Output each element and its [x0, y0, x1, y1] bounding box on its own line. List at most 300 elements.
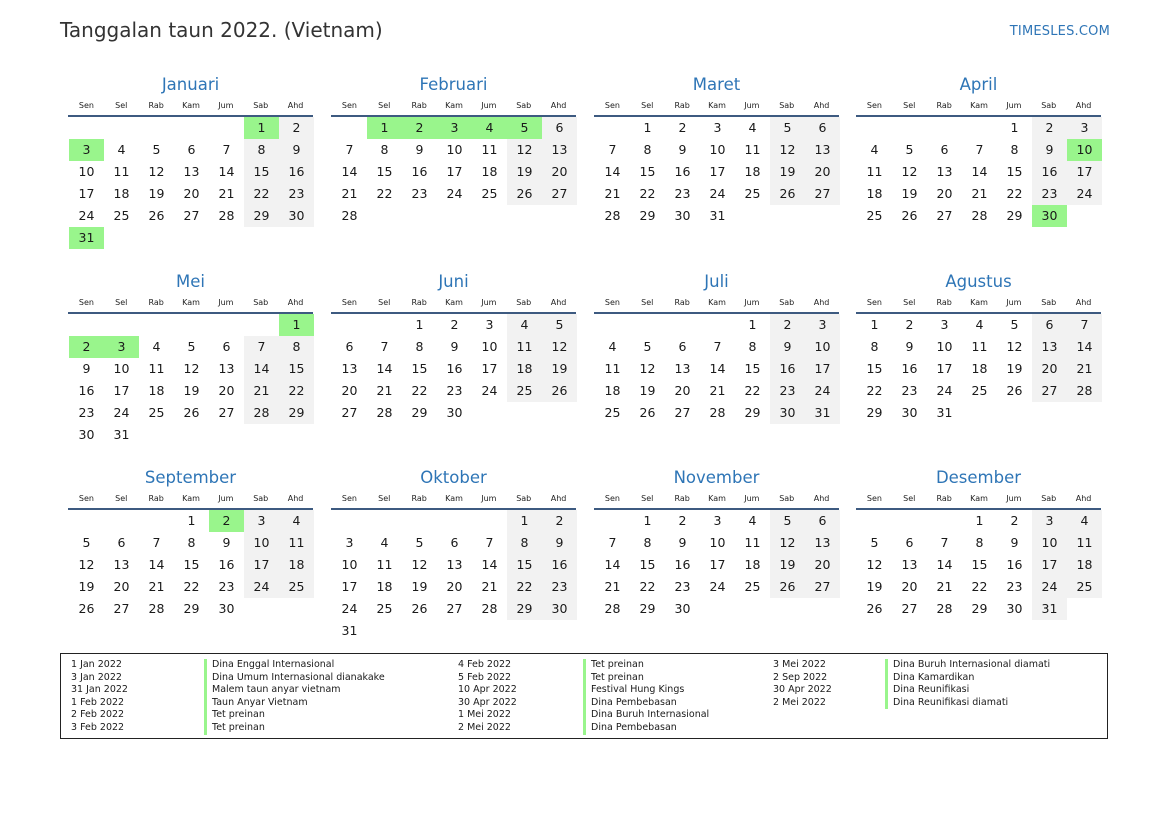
day-cell: 1 — [643, 513, 652, 528]
weekday-label: Ahd — [287, 101, 304, 110]
day-cell: 2 — [678, 513, 687, 528]
day-cell: 28 — [148, 601, 165, 616]
weekday-header — [68, 97, 313, 117]
weekday-label: Rab — [411, 101, 427, 110]
day-cell: 23 — [901, 383, 918, 398]
day-cell: 11 — [113, 164, 130, 179]
weekday-label: Sel — [115, 101, 128, 110]
day-cell: 27 — [805, 183, 840, 205]
day-cell: 18 — [376, 579, 393, 594]
day-cell: 19 — [901, 186, 918, 201]
weekday-label: Sab — [1041, 101, 1057, 110]
day-cell: 14 — [971, 164, 988, 179]
day-cell: 28 — [709, 405, 726, 420]
day-cell: 30 — [279, 205, 314, 227]
day-cell: 15 — [744, 361, 761, 376]
empty-cell — [665, 314, 700, 336]
day-cell: 3 — [713, 120, 722, 135]
day-cell: 16 — [770, 358, 805, 380]
weekday-label: Sel — [641, 494, 654, 503]
holiday-date: 1 Feb 2022 — [71, 696, 125, 708]
weekday-label: Jum — [481, 101, 497, 110]
day-cell: 22 — [279, 380, 314, 402]
day-cell: 12 — [411, 557, 428, 572]
day-cell: 25 — [744, 186, 761, 201]
day-cell: 25 — [604, 405, 621, 420]
day-cell: 4 — [748, 513, 757, 528]
day-cell: 15 — [507, 554, 542, 576]
day-cell: 16 — [411, 164, 428, 179]
day-cell: 5 — [542, 314, 577, 336]
day-grid — [68, 314, 313, 446]
day-cell: 29 — [1006, 208, 1023, 223]
month-1 — [68, 73, 313, 249]
day-cell: 13 — [341, 361, 358, 376]
day-cell: 14 — [936, 557, 953, 572]
holiday-day-cell: 31 — [69, 227, 104, 249]
month-3 — [594, 73, 839, 227]
weekday-label: Sab — [779, 298, 795, 307]
weekday-label: Kam — [445, 101, 463, 110]
weekday-label: Ahd — [813, 494, 830, 503]
day-cell: 28 — [936, 601, 953, 616]
day-cell: 13 — [805, 139, 840, 161]
weekday-label: Sel — [641, 101, 654, 110]
weekday-label: Rab — [936, 494, 952, 503]
holiday-date: 1 Jan 2022 — [71, 659, 122, 670]
day-cell: 26 — [411, 601, 428, 616]
holiday-day-cell: 3 — [69, 139, 104, 161]
month-12 — [856, 466, 1101, 620]
day-cell: 16 — [218, 557, 235, 572]
day-cell: 10 — [113, 361, 130, 376]
day-cell: 19 — [639, 383, 656, 398]
day-cell: 20 — [446, 579, 463, 594]
empty-cell — [437, 510, 472, 532]
day-cell: 3 — [713, 513, 722, 528]
holiday-day-cell: 3 — [104, 336, 139, 358]
empty-cell — [595, 314, 630, 336]
day-cell: 5 — [152, 142, 161, 157]
weekday-label: Sel — [115, 494, 128, 503]
day-cell: 11 — [1067, 532, 1102, 554]
day-cell: 25 — [279, 576, 314, 598]
page-title: Tanggalan taun 2022. (Vietnam) — [60, 18, 383, 42]
holiday-name: Tet preinan — [583, 659, 644, 672]
weekday-label: Rab — [936, 298, 952, 307]
day-cell: 16 — [542, 554, 577, 576]
day-cell: 23 — [1032, 183, 1067, 205]
day-cell: 7 — [608, 142, 617, 157]
day-cell: 5 — [870, 535, 879, 550]
holiday-day-cell: 1 — [279, 314, 314, 336]
day-cell: 23 — [674, 186, 691, 201]
day-cell: 5 — [415, 535, 424, 550]
site-brand-link[interactable]: TIMESLES.COM — [1009, 24, 1110, 39]
day-cell: 9 — [905, 339, 914, 354]
day-cell: 15 — [411, 361, 428, 376]
day-cell: 13 — [1032, 336, 1067, 358]
holiday-date: 4 Feb 2022 — [458, 659, 512, 670]
day-cell: 9 — [678, 535, 687, 550]
empty-cell — [892, 117, 927, 139]
day-cell: 17 — [341, 579, 358, 594]
day-grid — [856, 117, 1101, 227]
day-cell: 15 — [183, 557, 200, 572]
day-cell: 22 — [1006, 186, 1023, 201]
weekday-label: Ahd — [550, 494, 567, 503]
weekday-label: Kam — [970, 101, 988, 110]
month-title: Maret — [692, 75, 741, 94]
day-cell: 6 — [940, 142, 949, 157]
day-cell: 20 — [113, 579, 130, 594]
day-cell: 17 — [709, 164, 726, 179]
day-cell: 25 — [376, 601, 393, 616]
day-cell: 4 — [152, 339, 161, 354]
day-cell: 24 — [936, 383, 953, 398]
weekday-label: Rab — [411, 494, 427, 503]
month-8 — [856, 270, 1101, 424]
day-cell: 5 — [905, 142, 914, 157]
weekday-label: Sab — [516, 101, 532, 110]
day-cell: 12 — [866, 557, 883, 572]
day-cell: 6 — [805, 510, 840, 532]
day-cell: 1 — [1010, 120, 1019, 135]
day-cell: 12 — [183, 361, 200, 376]
empty-cell — [104, 117, 139, 139]
day-cell: 8 — [975, 535, 984, 550]
weekday-label: Kam — [708, 298, 726, 307]
day-grid — [68, 117, 313, 249]
empty-cell — [69, 314, 104, 336]
day-cell: 24 — [709, 186, 726, 201]
weekday-label: Jum — [744, 298, 760, 307]
day-cell: 11 — [148, 361, 165, 376]
empty-cell — [367, 314, 402, 336]
empty-cell — [174, 314, 209, 336]
day-cell: 11 — [481, 142, 498, 157]
weekday-label: Rab — [674, 298, 690, 307]
weekday-label: Ahd — [1075, 101, 1092, 110]
weekday-label: Ahd — [1075, 494, 1092, 503]
weekday-label: Rab — [674, 101, 690, 110]
weekday-label: Sab — [516, 298, 532, 307]
day-cell: 9 — [678, 142, 687, 157]
day-cell: 27 — [901, 601, 918, 616]
day-cell: 31 — [805, 402, 840, 424]
empty-cell — [857, 510, 892, 532]
day-cell: 27 — [218, 405, 235, 420]
weekday-header — [856, 97, 1101, 117]
weekday-label: Sen — [78, 101, 94, 110]
empty-cell — [700, 314, 735, 336]
day-cell: 24 — [341, 601, 358, 616]
month-title: Juli — [704, 272, 729, 291]
day-cell: 15 — [279, 358, 314, 380]
day-cell: 21 — [244, 380, 279, 402]
day-cell: 3 — [485, 317, 494, 332]
day-cell: 29 — [639, 601, 656, 616]
weekday-label: Kam — [182, 494, 200, 503]
day-cell: 30 — [78, 427, 95, 442]
day-cell: 30 — [542, 598, 577, 620]
day-cell: 7 — [975, 142, 984, 157]
day-cell: 21 — [1067, 358, 1102, 380]
day-cell: 27 — [674, 405, 691, 420]
day-cell: 17 — [805, 358, 840, 380]
weekday-label: Sab — [516, 494, 532, 503]
weekday-label: Sab — [779, 494, 795, 503]
empty-cell — [139, 314, 174, 336]
weekday-label: Sel — [903, 101, 916, 110]
weekday-label: Sab — [1041, 298, 1057, 307]
day-cell: 1 — [643, 120, 652, 135]
day-cell: 17 — [113, 383, 130, 398]
weekday-label: Jum — [218, 298, 234, 307]
month-title: November — [673, 468, 760, 487]
day-cell: 8 — [748, 339, 757, 354]
day-cell: 5 — [770, 510, 805, 532]
day-cell: 29 — [507, 598, 542, 620]
holiday-date: 3 Feb 2022 — [71, 722, 125, 733]
day-cell: 21 — [481, 579, 498, 594]
day-grid — [331, 314, 576, 424]
day-cell: 28 — [244, 402, 279, 424]
day-cell: 8 — [244, 139, 279, 161]
day-cell: 16 — [1006, 557, 1023, 572]
holiday-name: Dina Buruh Internasional diamati — [885, 659, 1050, 672]
day-cell: 28 — [604, 208, 621, 223]
day-cell: 27 — [542, 183, 577, 205]
day-cell: 24 — [244, 576, 279, 598]
weekday-label: Kam — [970, 494, 988, 503]
weekday-header — [331, 294, 576, 314]
day-cell: 12 — [148, 164, 165, 179]
day-cell: 22 — [639, 186, 656, 201]
day-cell: 17 — [936, 361, 953, 376]
day-cell: 10 — [446, 142, 463, 157]
day-cell: 13 — [113, 557, 130, 572]
day-cell: 29 — [411, 405, 428, 420]
weekday-label: Sel — [378, 494, 391, 503]
day-cell: 20 — [1032, 358, 1067, 380]
holiday-day-cell: 1 — [244, 117, 279, 139]
day-cell: 21 — [971, 186, 988, 201]
day-cell: 13 — [218, 361, 235, 376]
weekday-label: Sen — [866, 101, 882, 110]
day-cell: 28 — [341, 208, 358, 223]
day-cell: 28 — [481, 601, 498, 616]
day-cell: 21 — [341, 186, 358, 201]
empty-cell — [104, 510, 139, 532]
day-cell: 19 — [411, 579, 428, 594]
day-cell: 6 — [1032, 314, 1067, 336]
day-cell: 7 — [1067, 314, 1102, 336]
day-cell: 22 — [866, 383, 883, 398]
holiday-name: Dina Reunifikasi diamati — [885, 697, 1008, 710]
day-cell: 26 — [770, 576, 805, 598]
day-cell: 9 — [542, 532, 577, 554]
month-5 — [68, 270, 313, 446]
day-cell: 11 — [604, 361, 621, 376]
day-cell: 12 — [542, 336, 577, 358]
day-cell: 17 — [446, 164, 463, 179]
day-cell: 15 — [244, 161, 279, 183]
day-cell: 14 — [709, 361, 726, 376]
day-cell: 3 — [345, 535, 354, 550]
day-cell: 23 — [78, 405, 95, 420]
day-cell: 1 — [748, 317, 757, 332]
day-cell: 2 — [542, 510, 577, 532]
month-title: Agustus — [945, 272, 1012, 291]
holiday-day-cell: 30 — [1032, 205, 1067, 227]
weekday-label: Ahd — [813, 101, 830, 110]
weekday-label: Ahd — [813, 298, 830, 307]
holiday-name: Tet preinan — [204, 709, 265, 722]
weekday-label: Sen — [604, 101, 620, 110]
day-grid — [594, 510, 839, 620]
day-cell: 20 — [341, 383, 358, 398]
month-title: Desember — [935, 468, 1022, 487]
day-cell: 1 — [187, 513, 196, 528]
month-6 — [331, 270, 576, 424]
day-cell: 23 — [218, 579, 235, 594]
weekday-label: Kam — [708, 101, 726, 110]
month-10 — [331, 466, 576, 642]
day-cell: 4 — [870, 142, 879, 157]
day-cell: 4 — [380, 535, 389, 550]
day-cell: 6 — [542, 117, 577, 139]
day-cell: 30 — [674, 601, 691, 616]
weekday-label: Sab — [779, 101, 795, 110]
day-cell: 11 — [744, 142, 761, 157]
day-cell: 25 — [113, 208, 130, 223]
empty-cell — [69, 117, 104, 139]
day-cell: 10 — [78, 164, 95, 179]
day-cell: 20 — [674, 383, 691, 398]
day-cell: 27 — [113, 601, 130, 616]
day-cell: 20 — [542, 161, 577, 183]
empty-cell — [174, 117, 209, 139]
day-cell: 3 — [940, 317, 949, 332]
day-cell: 8 — [643, 535, 652, 550]
day-cell: 19 — [78, 579, 95, 594]
day-cell: 9 — [1010, 535, 1019, 550]
day-cell: 8 — [279, 336, 314, 358]
day-cell: 9 — [415, 142, 424, 157]
day-cell: 16 — [674, 557, 691, 572]
day-cell: 12 — [78, 557, 95, 572]
day-cell: 31 — [341, 623, 358, 638]
holiday-day-cell: 2 — [69, 336, 104, 358]
day-cell: 6 — [678, 339, 687, 354]
holiday-date: 30 Apr 2022 — [773, 684, 832, 696]
day-cell: 2 — [279, 117, 314, 139]
day-cell: 3 — [1067, 117, 1102, 139]
day-cell: 23 — [279, 183, 314, 205]
month-11 — [594, 466, 839, 620]
day-cell: 4 — [975, 317, 984, 332]
day-cell: 16 — [78, 383, 95, 398]
day-cell: 18 — [604, 383, 621, 398]
day-cell: 18 — [148, 383, 165, 398]
day-cell: 20 — [183, 186, 200, 201]
day-cell: 14 — [148, 557, 165, 572]
day-cell: 27 — [446, 601, 463, 616]
weekday-label: Sen — [866, 494, 882, 503]
day-cell: 11 — [744, 535, 761, 550]
day-cell: 14 — [481, 557, 498, 572]
day-cell: 4 — [1067, 510, 1102, 532]
day-cell: 16 — [279, 161, 314, 183]
day-cell: 5 — [82, 535, 91, 550]
day-cell: 14 — [1067, 336, 1102, 358]
day-cell: 13 — [542, 139, 577, 161]
holiday-date: 5 Feb 2022 — [458, 671, 512, 683]
day-cell: 20 — [805, 161, 840, 183]
weekday-label: Sel — [378, 298, 391, 307]
day-cell: 19 — [183, 383, 200, 398]
day-cell: 3 — [1032, 510, 1067, 532]
holiday-name: Festival Hung Kings — [583, 684, 684, 697]
day-cell: 14 — [341, 164, 358, 179]
weekday-label: Ahd — [550, 101, 567, 110]
day-cell: 26 — [866, 601, 883, 616]
day-cell: 1 — [870, 317, 879, 332]
day-cell: 24 — [113, 405, 130, 420]
holiday-day-cell: 1 — [367, 117, 402, 139]
day-cell: 15 — [1006, 164, 1023, 179]
day-cell: 31 — [709, 208, 726, 223]
day-cell: 23 — [674, 579, 691, 594]
day-cell: 26 — [542, 380, 577, 402]
holiday-day-cell: 5 — [507, 117, 542, 139]
day-cell: 10 — [341, 557, 358, 572]
day-cell: 8 — [415, 339, 424, 354]
day-cell: 26 — [507, 183, 542, 205]
weekday-label: Jum — [218, 101, 234, 110]
weekday-label: Ahd — [287, 298, 304, 307]
day-cell: 18 — [113, 186, 130, 201]
day-cell: 6 — [187, 142, 196, 157]
empty-cell — [139, 510, 174, 532]
weekday-label: Ahd — [1075, 298, 1092, 307]
day-cell: 12 — [770, 532, 805, 554]
weekday-label: Jum — [218, 494, 234, 503]
weekday-label: Sab — [253, 101, 269, 110]
day-cell: 4 — [117, 142, 126, 157]
day-cell: 19 — [1006, 361, 1023, 376]
day-cell: 7 — [345, 142, 354, 157]
day-cell: 6 — [117, 535, 126, 550]
day-cell: 7 — [380, 339, 389, 354]
day-cell: 8 — [380, 142, 389, 157]
weekday-label: Jum — [744, 494, 760, 503]
empty-cell — [595, 510, 630, 532]
day-cell: 9 — [82, 361, 91, 376]
day-cell: 23 — [770, 380, 805, 402]
day-cell: 12 — [1006, 339, 1023, 354]
day-cell: 11 — [376, 557, 393, 572]
day-cell: 6 — [905, 535, 914, 550]
holiday-date: 2 Mei 2022 — [458, 722, 511, 733]
empty-cell — [332, 510, 367, 532]
empty-cell — [892, 510, 927, 532]
day-cell: 17 — [1032, 554, 1067, 576]
weekday-header — [594, 490, 839, 510]
weekday-label: Sel — [903, 298, 916, 307]
holiday-name: Dina Kamardikan — [885, 672, 974, 685]
